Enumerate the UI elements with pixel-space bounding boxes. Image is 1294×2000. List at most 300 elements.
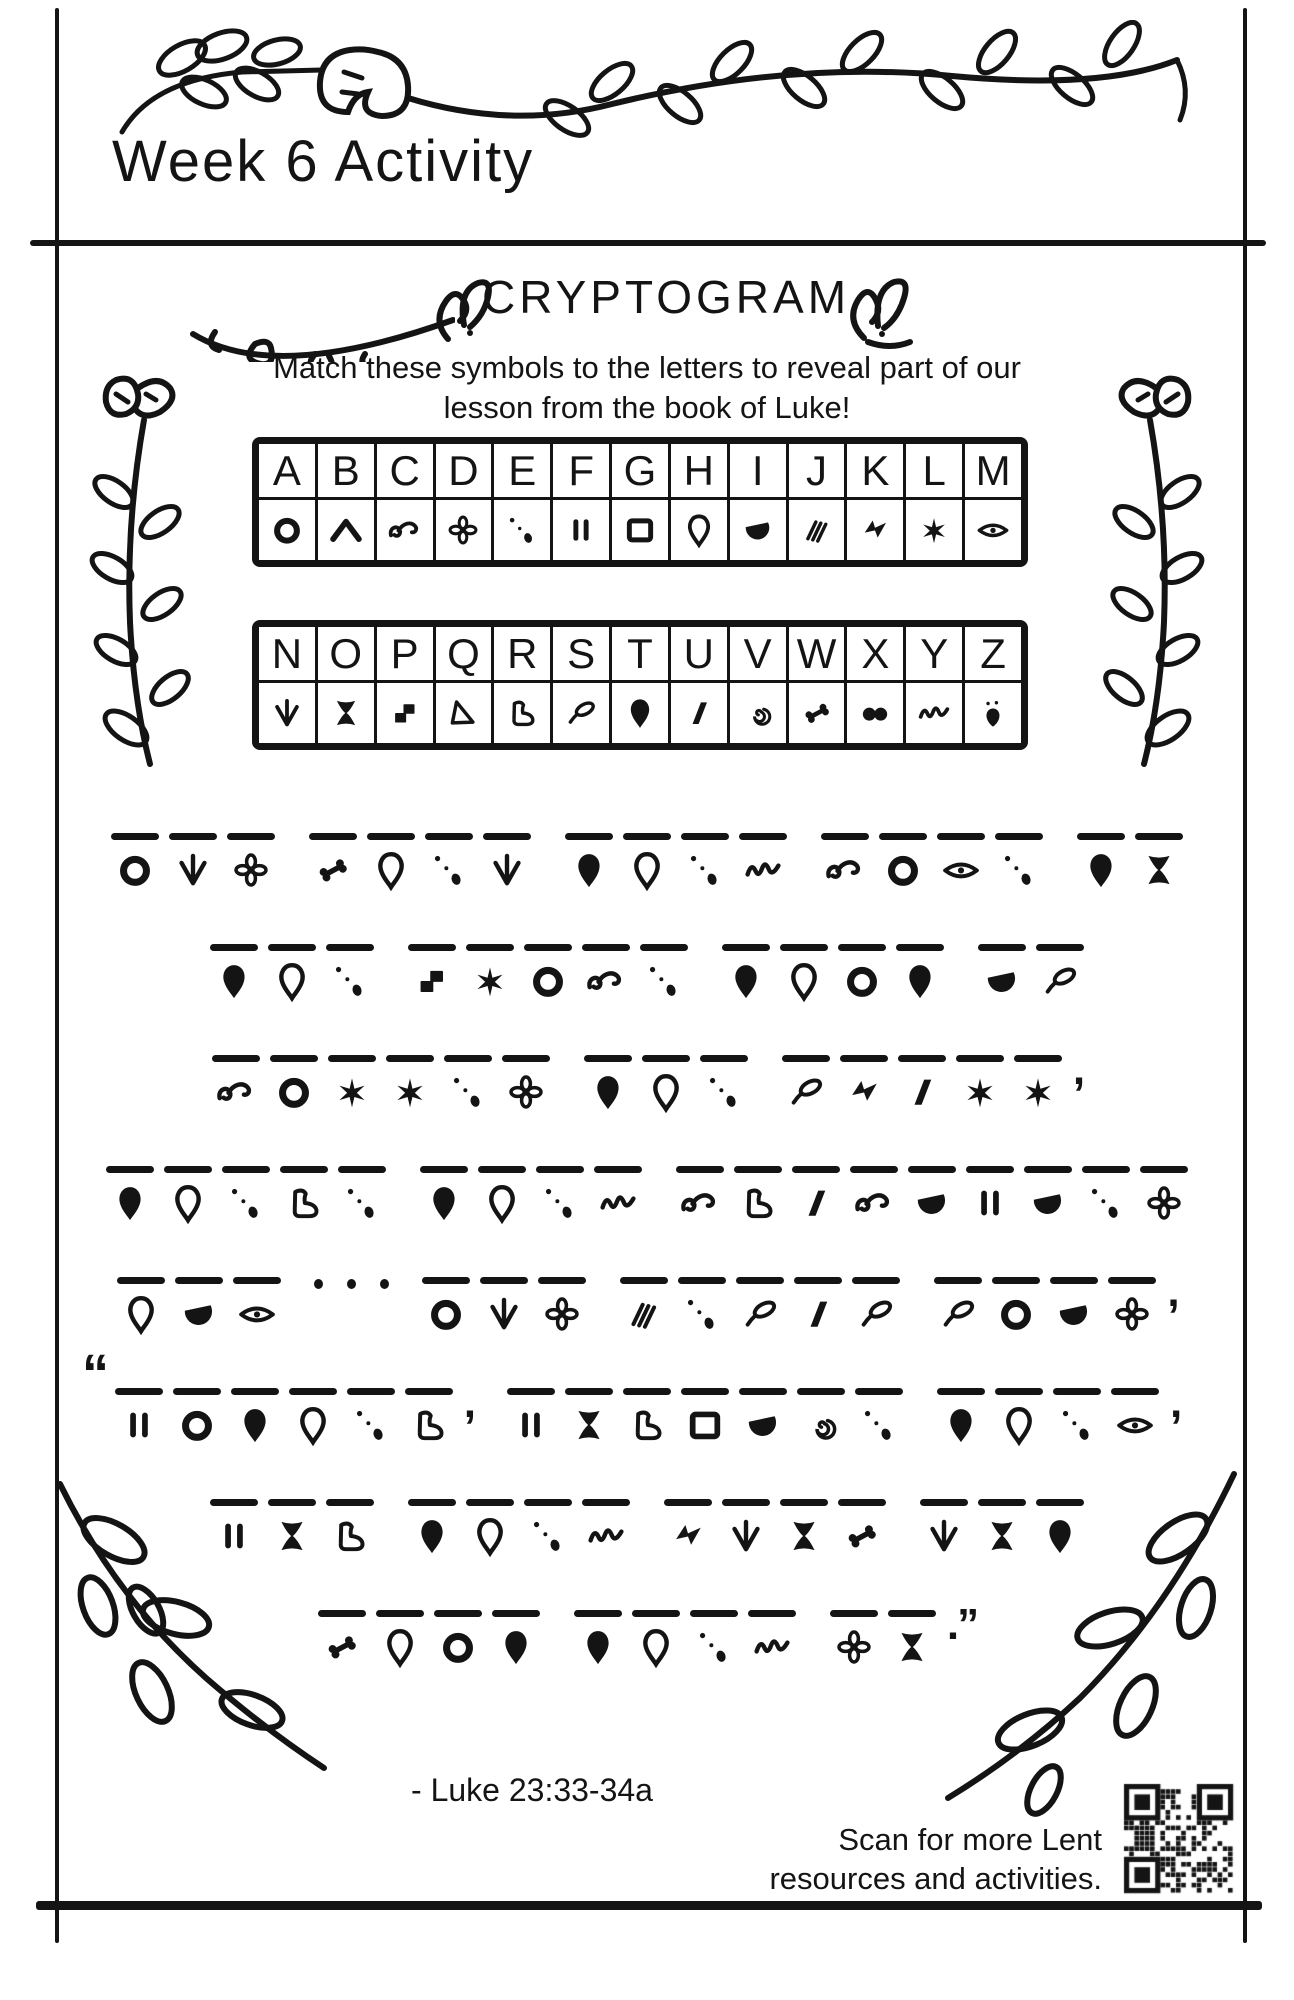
cipher-symbol-dot-trail-icon (997, 847, 1041, 893)
answer-blank (367, 833, 415, 840)
puzzle-cell (211, 1055, 261, 1115)
puzzle-cell (443, 1055, 493, 1115)
cipher-symbol-parallelogram-icon (680, 692, 718, 734)
puzzle-cell (433, 1610, 483, 1670)
answer-blank (420, 1166, 468, 1173)
answer-blank (640, 944, 688, 951)
answer-blank (524, 944, 572, 951)
puzzle-cell (781, 1055, 831, 1115)
answer-blank (478, 1166, 526, 1173)
answer-blank (966, 1166, 1014, 1173)
cipher-symbol-drop-filled-icon (233, 1402, 277, 1448)
vine-icon (92, 20, 1202, 140)
divider-line-bottom (36, 1901, 1262, 1910)
puzzle-cell (641, 1055, 691, 1115)
answer-blank (425, 833, 473, 840)
puzzle-cell (168, 833, 218, 893)
key-symbol-cell (436, 500, 492, 560)
puzzle-cell (851, 1277, 901, 1337)
cipher-symbol-double-bar-icon (117, 1402, 161, 1448)
answer-blank (574, 1610, 622, 1617)
cipher-symbol-dot-trail-icon (427, 847, 471, 893)
cipher-symbol-boot-icon (736, 1180, 780, 1226)
border-line-right (1243, 8, 1247, 1943)
cipher-symbol-teardrop-icon (378, 1624, 422, 1670)
answer-blank (937, 1388, 985, 1395)
key-symbol-cell (553, 500, 609, 560)
key-symbol-cell (965, 683, 1021, 743)
punctuation-mark: , (1170, 1378, 1181, 1427)
puzzle-cell (375, 1610, 425, 1670)
cipher-symbol-eye-icon (939, 847, 983, 893)
cipher-symbol-steps-icon (410, 958, 454, 1004)
puzzle-word (116, 1277, 282, 1337)
scan-note-line-2: resources and activities. (769, 1861, 1102, 1896)
cipher-symbol-hourglass-icon (1137, 847, 1181, 893)
cipher-symbol-chevron-icon (327, 509, 365, 551)
key-symbol-cell (847, 500, 903, 560)
key-letter-cell: W (789, 627, 845, 680)
cipher-symbol-triangle-icon (444, 692, 482, 734)
cipher-symbol-clover-icon (1142, 1180, 1186, 1226)
puzzle-cell (226, 833, 276, 893)
puzzle-cell (269, 1055, 319, 1115)
puzzle-cell (829, 1610, 879, 1670)
cipher-symbol-dot-trail-icon (692, 1624, 736, 1670)
key-letter-cell: V (730, 627, 786, 680)
puzzle-word (619, 1277, 901, 1337)
puzzle-cell (837, 1499, 887, 1559)
leaf-cluster-icon (838, 272, 918, 350)
cipher-symbol-ring-icon (113, 847, 157, 893)
key-letter-cell: H (671, 444, 727, 497)
puzzle-cell (581, 1499, 631, 1559)
puzzle-word (114, 1378, 474, 1448)
answer-blank (780, 944, 828, 951)
cipher-symbol-half-moon-icon (980, 958, 1024, 1004)
puzzle-cell (897, 1055, 947, 1115)
punctuation-mark: .” (946, 1600, 978, 1649)
cipher-symbol-boot-icon (625, 1402, 669, 1448)
cipher-symbol-curl-icon (214, 1069, 258, 1115)
puzzle-cell (699, 1055, 749, 1115)
answer-blank (212, 1055, 260, 1062)
puzzle-word (105, 1166, 387, 1226)
puzzle-cell (209, 944, 259, 1004)
answer-blank (642, 1055, 690, 1062)
answer-blank (908, 1166, 956, 1173)
answer-blank (309, 833, 357, 840)
cipher-symbol-boot-icon (282, 1180, 326, 1226)
puzzle-word (211, 1055, 551, 1115)
puzzle-cell (482, 833, 532, 893)
answer-blank (937, 833, 985, 840)
cipher-symbol-bone-icon (311, 847, 355, 893)
answer-blank (270, 1055, 318, 1062)
cipher-symbol-wave-icon (915, 692, 953, 734)
cipher-symbol-ring-icon (881, 847, 925, 893)
scan-note-line-1: Scan for more Lent (838, 1822, 1102, 1857)
answer-blank (338, 1166, 386, 1173)
cipher-symbol-teardrop-icon (997, 1402, 1041, 1448)
answer-blank (1053, 1388, 1101, 1395)
answer-blank (434, 1610, 482, 1617)
key-letter-cell: U (671, 627, 727, 680)
answer-blank (210, 944, 258, 951)
puzzle-word (506, 1388, 904, 1448)
puzzle-cell (622, 833, 672, 893)
puzzle-cell (1052, 1388, 1102, 1448)
cipher-symbol-spiral-icon (739, 692, 777, 734)
puzzle-cell (738, 833, 788, 893)
cipher-key-table-2 (252, 620, 1028, 750)
answer-blank (830, 1610, 878, 1617)
answer-blank (664, 1499, 712, 1506)
cipher-symbol-burst-star-icon (915, 509, 953, 551)
cipher-symbol-ring-icon (994, 1291, 1038, 1337)
cipher-symbol-dot-trail-icon (340, 1180, 384, 1226)
puzzle-cell (622, 1388, 672, 1448)
answer-blank (480, 1277, 528, 1284)
bottom-branch-left (56, 1478, 336, 1788)
cipher-symbol-splash-icon (974, 692, 1012, 734)
puzzle-cell (994, 1388, 1044, 1448)
puzzle-cell (677, 1277, 727, 1337)
puzzle-word (936, 1378, 1181, 1448)
divider-line-top (30, 240, 1266, 246)
cipher-symbol-drop-filled-icon (724, 958, 768, 1004)
puzzle-cell (174, 1277, 224, 1337)
cipher-symbol-drop-filled-icon (567, 847, 611, 893)
puzzle-cell (955, 1055, 1005, 1115)
puzzle-cell (791, 1166, 841, 1226)
answer-blank (1111, 1388, 1159, 1395)
cipher-symbol-boot-icon (503, 692, 541, 734)
puzzle-cell (465, 1499, 515, 1559)
key-letter-cell: A (259, 444, 315, 497)
top-vine-decoration (92, 20, 1202, 140)
cipher-symbol-double-dot-icon (856, 692, 894, 734)
cryptogram-heading: CRYPTOGRAM (482, 271, 851, 323)
key-symbol-cell (730, 683, 786, 743)
cipher-symbol-boot-icon (407, 1402, 451, 1448)
key-letter-cell: T (612, 627, 668, 680)
cipher-symbol-lightning-icon (842, 1069, 886, 1115)
answer-blank (444, 1055, 492, 1062)
cipher-symbol-ring-icon (840, 958, 884, 1004)
cipher-symbol-dot-trail-icon (1055, 1402, 1099, 1448)
key-symbol-cell (730, 500, 786, 560)
answer-blank (376, 1610, 424, 1617)
answer-blank (748, 1610, 796, 1617)
cipher-symbol-bone-icon (798, 692, 836, 734)
puzzle-cell (1081, 1166, 1131, 1226)
key-symbol-cell (612, 500, 668, 560)
answer-blank (386, 1055, 434, 1062)
cipher-symbol-spiral-icon (799, 1402, 843, 1448)
key-letter-cell: C (377, 444, 433, 497)
cipher-symbol-dot-trail-icon (642, 958, 686, 1004)
key-symbol-cell (318, 500, 374, 560)
puzzle-word (407, 1499, 631, 1559)
puzzle-line (70, 1045, 1224, 1125)
puzzle-word (721, 944, 945, 1004)
cipher-symbol-burst-star-icon (330, 1069, 374, 1115)
cipher-symbol-double-bar-icon (562, 509, 600, 551)
cipher-symbol-dot-trail-icon (446, 1069, 490, 1115)
puzzle-cell (675, 1166, 725, 1226)
answer-blank (623, 833, 671, 840)
branch-icon (56, 1478, 336, 1788)
cipher-symbol-half-moon-icon (741, 1402, 785, 1448)
answer-blank (821, 833, 869, 840)
answer-blank (492, 1610, 540, 1617)
key-letter-cell: J (789, 444, 845, 497)
verse-attribution: - Luke 23:33-34a (411, 1772, 653, 1808)
puzzle-cell (593, 1166, 643, 1226)
puzzle-word (663, 1499, 887, 1559)
puzzle-cell (977, 944, 1027, 1004)
answer-blank (326, 944, 374, 951)
cipher-symbol-down-arrow-icon (268, 692, 306, 734)
puzzle-cell (110, 833, 160, 893)
cipher-symbol-teardrop-icon (625, 847, 669, 893)
puzzle-cell (680, 833, 730, 893)
puzzle-word (421, 1277, 587, 1337)
puzzle-cell (796, 1388, 846, 1448)
answer-blank (995, 1388, 1043, 1395)
cipher-symbol-drop-filled-icon (410, 1513, 454, 1559)
answer-blank (888, 1610, 936, 1617)
cipher-symbol-drop-filled-icon (898, 958, 942, 1004)
cipher-symbol-dot-trail-icon (702, 1069, 746, 1115)
answer-blank (690, 1610, 738, 1617)
puzzle-cell (1139, 1166, 1189, 1226)
puzzle-cell (523, 1499, 573, 1559)
key-letter-cell: E (494, 444, 550, 497)
answer-blank (992, 1277, 1040, 1284)
answer-blank (164, 1166, 212, 1173)
answer-blank (838, 1499, 886, 1506)
qr-code (1118, 1778, 1238, 1898)
puzzle-cell (735, 1277, 785, 1337)
puzzle-cell (878, 833, 928, 893)
cipher-symbol-square-icon (683, 1402, 727, 1448)
answer-blank (681, 833, 729, 840)
answer-blank (852, 1277, 900, 1284)
key-symbol-cell (671, 500, 727, 560)
cipher-symbol-curl-icon (584, 958, 628, 1004)
key-letter-cell: F (553, 444, 609, 497)
answer-blank (1082, 1166, 1130, 1173)
answer-blank (328, 1055, 376, 1062)
key-letter-cell: I (730, 444, 786, 497)
cipher-symbol-lasso-icon (1038, 958, 1082, 1004)
answer-blank (584, 1055, 632, 1062)
puzzle-cell (936, 1388, 986, 1448)
key-letter-cell: L (906, 444, 962, 497)
answer-blank (289, 1388, 337, 1395)
cipher-symbol-drop-filled-icon (576, 1624, 620, 1670)
cipher-symbol-ring-icon (272, 1069, 316, 1115)
answer-blank (1077, 833, 1125, 840)
cipher-symbol-dot-trail-icon (349, 1402, 393, 1448)
answer-blank (1024, 1166, 1072, 1173)
cipher-symbol-teardrop-icon (644, 1069, 688, 1115)
cipher-symbol-parallelogram-icon (794, 1180, 838, 1226)
answer-blank (565, 833, 613, 840)
puzzle-cell (501, 1055, 551, 1115)
answer-blank (676, 1166, 724, 1173)
puzzle-cell (564, 1388, 614, 1448)
cipher-symbol-down-arrow-icon (724, 1513, 768, 1559)
answer-blank (934, 1277, 982, 1284)
puzzle-cell (1035, 944, 1085, 1004)
puzzle-cell (1134, 833, 1184, 893)
puzzle-cell (887, 1610, 937, 1670)
puzzle-line (70, 1267, 1224, 1347)
answer-blank (1140, 1166, 1188, 1173)
cipher-symbol-dot-trail-icon (683, 847, 727, 893)
cipher-symbol-clover-icon (832, 1624, 876, 1670)
answer-blank (466, 1499, 514, 1506)
punctuation-mark: , (1072, 1045, 1084, 1094)
cipher-symbol-triple-slash-icon (622, 1291, 666, 1337)
answer-blank (620, 1277, 668, 1284)
cipher-symbol-teardrop-icon (119, 1291, 163, 1337)
key-symbol-cell (612, 683, 668, 743)
key-letter-cell: S (553, 627, 609, 680)
answer-blank (268, 944, 316, 951)
answer-blank (502, 1055, 550, 1062)
puzzle-cell (421, 1277, 471, 1337)
puzzle-cell (424, 833, 474, 893)
cipher-symbol-clover-icon (504, 1069, 548, 1115)
cipher-symbol-lasso-icon (784, 1069, 828, 1115)
key-letter-cell: R (494, 627, 550, 680)
key-letter-cell: M (965, 444, 1021, 497)
answer-blank (222, 1166, 270, 1173)
answer-blank (850, 1166, 898, 1173)
answer-blank (896, 944, 944, 951)
cipher-symbol-dot-trail-icon (680, 1291, 724, 1337)
puzzle-cell (308, 833, 358, 893)
puzzle-cell (994, 833, 1044, 893)
puzzle-cell (523, 944, 573, 1004)
cipher-symbol-hourglass-icon (890, 1624, 934, 1670)
puzzle-cell (535, 1166, 585, 1226)
key-symbol-cell (789, 500, 845, 560)
puzzle-cell (116, 1277, 166, 1337)
cipher-symbol-burst-star-icon (468, 958, 512, 1004)
answer-blank (678, 1277, 726, 1284)
puzzle-cell (779, 944, 829, 1004)
cipher-symbol-clover-icon (1110, 1291, 1154, 1337)
answer-blank (582, 1499, 630, 1506)
puzzle-cell (221, 1166, 271, 1226)
cipher-symbol-dot-trail-icon (224, 1180, 268, 1226)
cipher-symbol-wave-icon (750, 1624, 794, 1670)
cipher-symbol-ring-icon (268, 509, 306, 551)
answer-blank (347, 1388, 395, 1395)
cipher-symbol-drop-filled-icon (108, 1180, 152, 1226)
puzzle-cell (1049, 1277, 1099, 1337)
puzzle-cell (733, 1166, 783, 1226)
answer-blank (797, 1388, 845, 1395)
punctuation-mark: , (1167, 1267, 1178, 1316)
answer-blank (106, 1166, 154, 1173)
puzzle-cell (721, 944, 771, 1004)
cipher-symbol-square-icon (621, 509, 659, 551)
key-symbol-cell (789, 683, 845, 743)
puzzle-cell (346, 1388, 396, 1448)
puzzle-cell (837, 944, 887, 1004)
key-symbol-cell (318, 683, 374, 743)
cipher-symbol-teardrop-icon (480, 1180, 524, 1226)
puzzle-cell (232, 1277, 282, 1337)
puzzle-cell (288, 1388, 338, 1448)
cipher-symbol-lasso-icon (738, 1291, 782, 1337)
answer-blank (169, 833, 217, 840)
answer-blank (117, 1277, 165, 1284)
puzzle-cell (491, 1610, 541, 1670)
cipher-symbol-clover-icon (540, 1291, 584, 1337)
cipher-symbol-hourglass-icon (327, 692, 365, 734)
puzzle-cell (854, 1388, 904, 1448)
puzzle-word (419, 1166, 643, 1226)
answer-blank (111, 833, 159, 840)
puzzle-line (70, 1166, 1224, 1236)
cipher-symbol-drop-filled-icon (1079, 847, 1123, 893)
puzzle-cell (907, 1166, 957, 1226)
cipher-symbol-drop-filled-icon (494, 1624, 538, 1670)
answer-blank (483, 833, 531, 840)
key-symbol-cell (436, 683, 492, 743)
answer-blank (1014, 1055, 1062, 1062)
answer-blank (422, 1277, 470, 1284)
cipher-symbol-clover-icon (229, 847, 273, 893)
instructions-line-1: Match these symbols to the letters to reveal part of our (273, 350, 1021, 385)
cipher-symbol-drop-filled-icon (621, 692, 659, 734)
puzzle-cell (279, 1166, 329, 1226)
puzzle-cell (1110, 1388, 1160, 1448)
page-title: Week 6 Activity (112, 129, 535, 194)
cipher-symbol-drop-filled-icon (939, 1402, 983, 1448)
answer-blank (739, 1388, 787, 1395)
flower-stem-icon (86, 372, 226, 772)
puzzle-cell (820, 833, 870, 893)
answer-blank (175, 1277, 223, 1284)
puzzle-cell (230, 1388, 280, 1448)
cipher-symbol-eye-icon (974, 509, 1012, 551)
puzzle-cell (1023, 1166, 1073, 1226)
cipher-symbol-parallelogram-icon (796, 1291, 840, 1337)
puzzle-line (70, 1344, 1224, 1458)
cipher-symbol-curl-icon (852, 1180, 896, 1226)
key-symbol-cell (377, 683, 433, 743)
cipher-symbol-teardrop-icon (468, 1513, 512, 1559)
puzzle-word (573, 1610, 797, 1670)
cipher-symbol-wave-icon (596, 1180, 640, 1226)
puzzle-word (110, 833, 276, 893)
cipher-symbol-drop-filled-icon (586, 1069, 630, 1115)
key-letter-cell: K (847, 444, 903, 497)
cipher-symbol-curl-icon (386, 509, 424, 551)
cipher-symbol-eye-icon (235, 1291, 279, 1337)
puzzle-cell (506, 1388, 556, 1448)
cipher-symbol-teardrop-icon (680, 509, 718, 551)
answer-blank (623, 1388, 671, 1395)
